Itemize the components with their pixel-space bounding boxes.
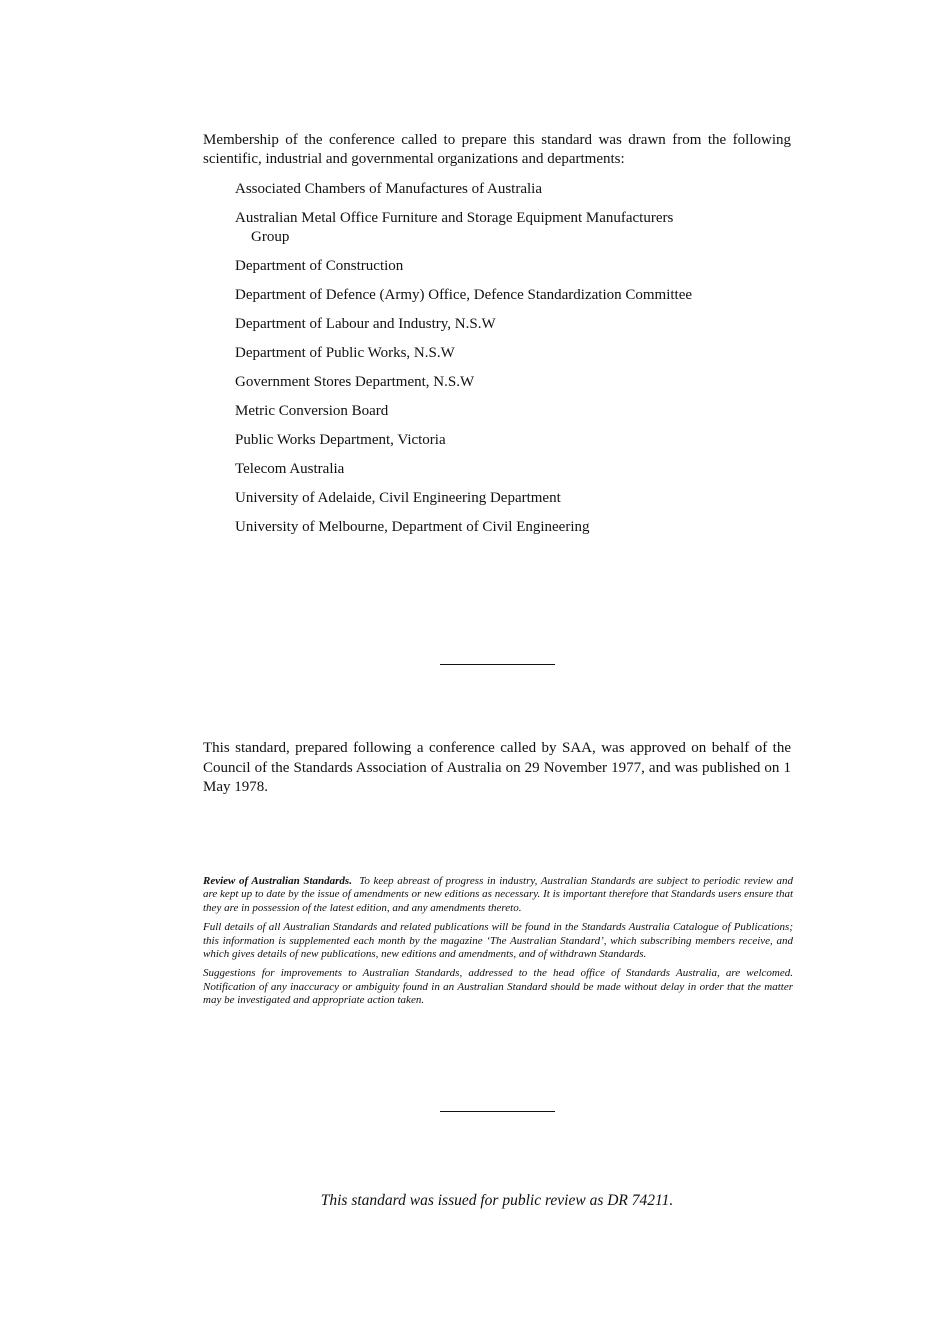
list-item: Department of Construction — [235, 258, 404, 274]
organization-list — [235, 180, 715, 547]
list-item: Associated Chambers of Manufactures of Australia — [235, 181, 542, 197]
review-paragraph-3: Suggestions for improvements to Australian Standards, addressed to the head office of Standards Australia, are welcomed. Notification of any inaccuracy or ambiguity found in an Australian Standard should be made without delay in order that the matter may be investigated and appropriate action taken. — [203, 967, 793, 1007]
list-item: Metric Conversion Board — [235, 403, 389, 419]
public-review-note: This standard was issued for public review as DR 74211. — [320, 1192, 674, 1209]
section-divider — [440, 1111, 555, 1112]
list-item: University of Melbourne, Department of Civil Engineering — [235, 519, 590, 535]
review-text-1: To keep abreast of progress in industry, Australian Standards are subject to periodic review and are kept up to date by the issue of amendments or new editions as necessary. It is important therefore that Standards users ensure that they are in possession of the latest edition, and any amendments thereto. — [203, 875, 793, 914]
list-item: Department of Labour and Industry, N.S.W — [235, 316, 496, 332]
list-item: Department of Public Works, N.S.W — [235, 345, 455, 361]
list-item: Department of Defence (Army) Office, Defence Standardization Committee — [235, 287, 693, 303]
list-item: University of Adelaide, Civil Engineering Department — [235, 490, 561, 506]
list-item: Public Works Department, Victoria — [235, 432, 446, 448]
review-paragraph-2: Full details of all Australian Standards and related publications will be found in the Standards Australia Catalogue of Publications; this information is supplemented each month by the magazine ‘The Australian Standard’, which subscribing members receive, and which gives details of new publications, new editions and amendments, and of withdrawn Standards. — [203, 921, 793, 961]
list-item: Telecom Australia — [235, 461, 345, 477]
review-title: Review of Australian Standards. — [203, 875, 352, 887]
review-paragraph-1 — [203, 875, 793, 915]
section-divider — [440, 664, 555, 665]
list-item: Australian Metal Office Furniture and Storage Equipment Manufacturers Group — [235, 210, 674, 245]
approval-statement: This standard, prepared following a conference called by SAA, was approved on behalf of the Council of the Standards Association of Australia on 29 November 1977, and was published on 1 May 1978. — [203, 740, 791, 795]
list-item: Government Stores Department, N.S.W — [235, 374, 475, 390]
review-notice — [203, 875, 793, 1014]
membership-intro: Membership of the conference called to prepare this standard was drawn from the following scientific, industrial and governmental organizations and departments: — [203, 132, 791, 167]
